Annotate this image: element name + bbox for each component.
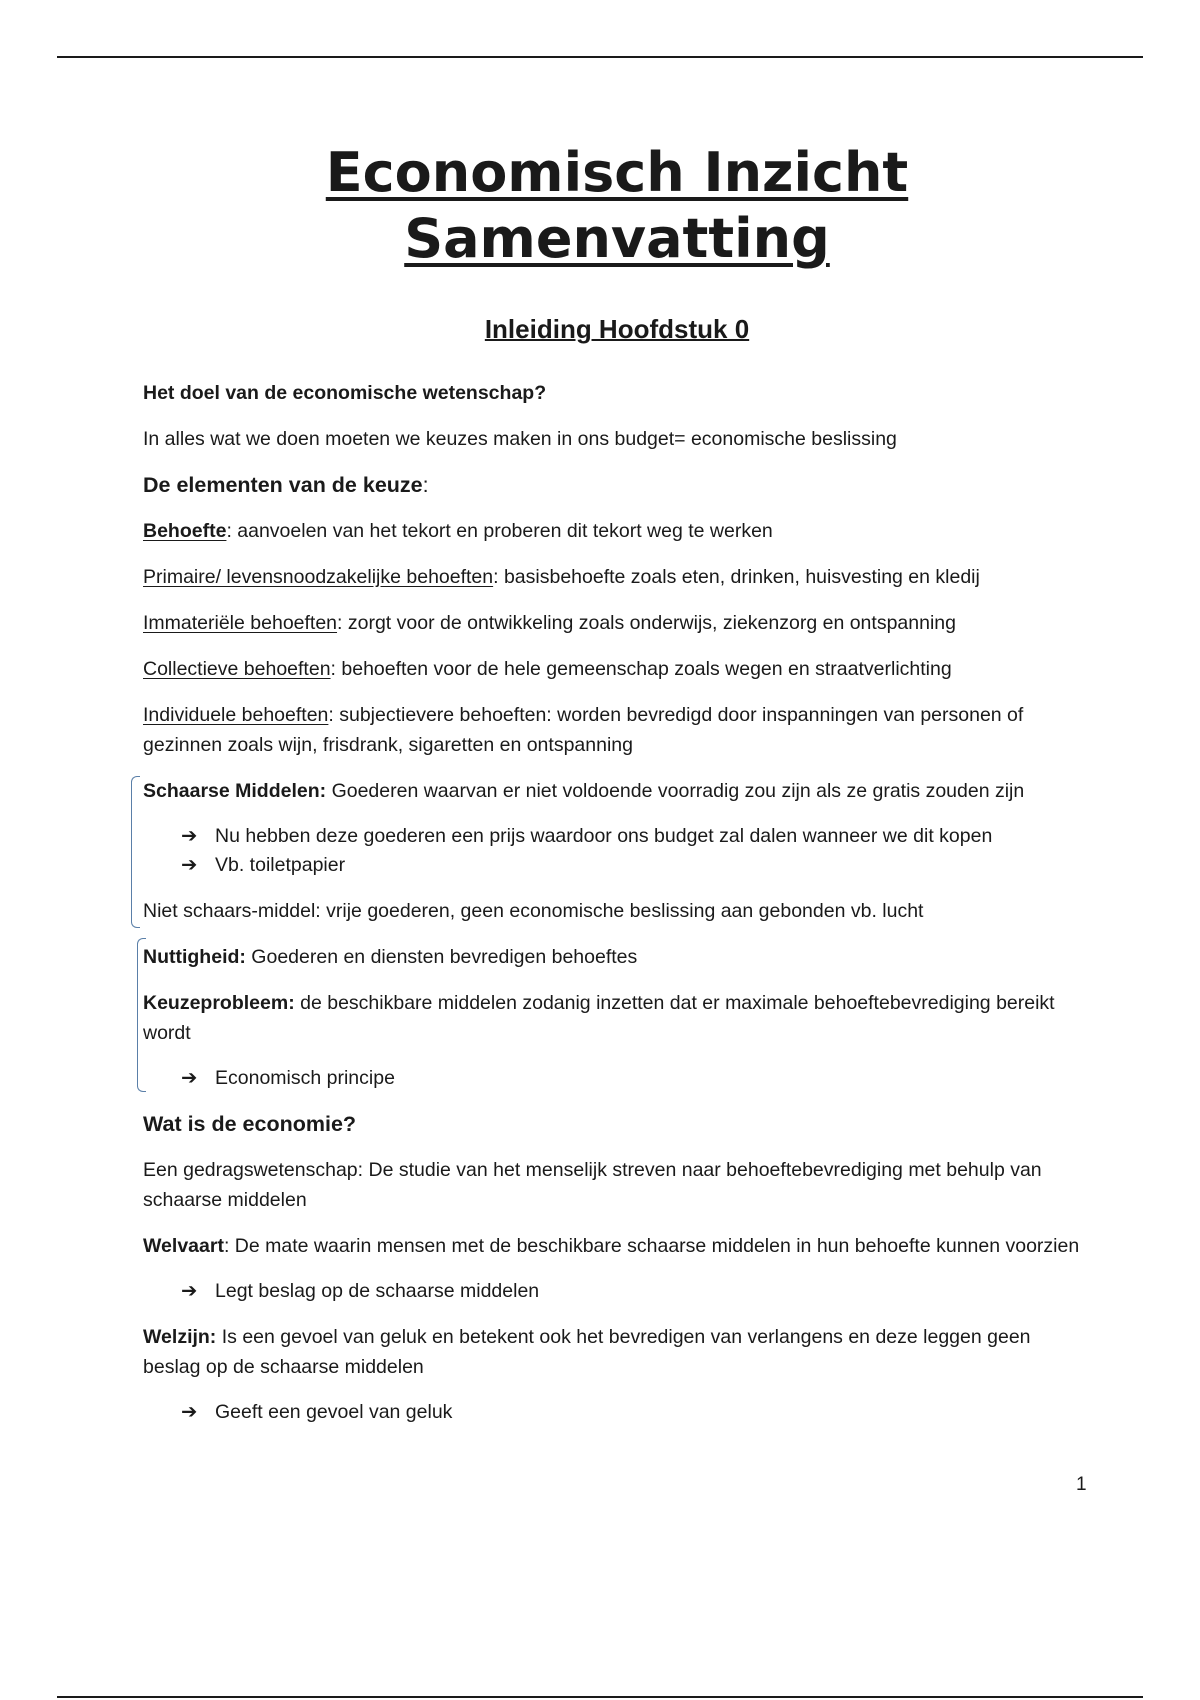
definition-keuzeprobleem [143, 988, 1093, 1048]
term-schaarse: Schaarse Middelen: [143, 780, 327, 802]
list-item [143, 1064, 1093, 1093]
term-primaire: Primaire/ levensnoodzakelijke behoeften [143, 566, 494, 588]
welzijn-bullets [143, 1398, 1093, 1427]
niet-schaars-paragraph: Niet schaars-middel: vrije goederen, geen economische beslissing aan gebonden vb. lucht [143, 900, 924, 922]
arrow-right-icon: ➔ [181, 1280, 198, 1302]
arrow-right-icon: ➔ [181, 825, 198, 847]
arrow-right-icon: ➔ [181, 1067, 198, 1089]
text-welvaart: : De mate waarin mensen met de beschikbare schaarse middelen in hun behoefte kunnen voorzien [223, 1235, 1080, 1257]
term-keuzeprobleem: Keuzeprobleem: [143, 992, 295, 1014]
bullet-text: Nu hebben deze goederen een prijs waardoor ons budget zal dalen wanneer we dit kopen [215, 825, 993, 847]
bullet-text: Legt beslag op de schaarse middelen [215, 1280, 540, 1302]
list-item [143, 1277, 1093, 1306]
term-behoefte: Behoefte [143, 520, 227, 542]
arrow-right-icon: ➔ [181, 1401, 198, 1423]
question-goal [143, 378, 1093, 408]
definition-primaire [143, 562, 1093, 592]
elements-heading-colon: : [422, 473, 429, 497]
term-immateriele: Immateriële behoeften [143, 612, 338, 634]
elements-heading-text: De elementen van de keuze [143, 473, 423, 497]
economie-heading: Wat is de economie? [143, 1112, 357, 1136]
text-keuzeprobleem: de beschikbare middelen zodanig inzetten dat er maximale behoeftebevrediging bereikt wordt [143, 992, 1055, 1044]
text-behoefte: : aanvoelen van het tekort en proberen dit tekort weg te werken [226, 520, 773, 542]
header-rule [57, 56, 1143, 58]
bracket-schaarse [131, 776, 140, 928]
term-collectieve: Collectieve behoeften [143, 658, 331, 680]
definition-welzijn [143, 1322, 1093, 1382]
definition-nuttigheid [143, 942, 1093, 972]
chapter-subtitle: Inleiding Hoofdstuk 0 [484, 314, 750, 344]
bullet-text: Economisch principe [215, 1067, 395, 1089]
welvaart-bullets [143, 1277, 1093, 1306]
document-title [0, 140, 1200, 272]
page-number: 1 [1076, 1474, 1087, 1495]
schaarse-bullets [143, 822, 1093, 880]
goal-paragraph: In alles wat we doen moeten we keuzes maken in ons budget= economische beslissing [143, 428, 897, 450]
list-item [143, 1398, 1093, 1427]
term-individuele: Individuele behoeften [143, 704, 329, 726]
term-welzijn: Welzijn: [143, 1326, 217, 1348]
text-welzijn: Is een gevoel van geluk en betekent ook het bevredigen van verlangens en deze leggen geen beslag op de schaarse middelen [143, 1326, 1031, 1378]
text-primaire: : basisbehoefte zoals eten, drinken, huisvesting en kledij [493, 566, 980, 588]
footer-rule [57, 1696, 1143, 1698]
title-line-1: Economisch Inzicht [325, 141, 909, 204]
term-welvaart: Welvaart [143, 1235, 224, 1257]
term-nuttigheid: Nuttigheid: [143, 946, 246, 968]
list-item [143, 851, 1093, 880]
document-body [143, 378, 1093, 1443]
text-collectieve: : behoeften voor de hele gemeenschap zoals wegen en straatverlichting [330, 658, 952, 680]
text-schaarse: Goederen waarvan er niet voldoende voorradig zou zijn als ze gratis zouden zijn [326, 780, 1025, 802]
list-item [143, 822, 1093, 851]
definition-behoefte [143, 516, 1093, 546]
definition-schaarse [143, 776, 1093, 806]
definition-collectieve [143, 654, 1093, 684]
definition-welvaart [143, 1231, 1093, 1261]
question-goal-text: Het doel van de economische wetenschap? [143, 382, 547, 404]
bullet-text: Geeft een gevoel van geluk [215, 1401, 453, 1423]
text-individuele: : subjectievere behoeften: worden bevredigd door inspanningen van personen of gezinnen zoals wijn, frisdrank, sigaretten en ontspanning [143, 704, 1024, 756]
definition-immateriele [143, 608, 1093, 638]
text-immateriele: : zorgt voor de ontwikkeling zoals onderwijs, ziekenzorg en ontspanning [337, 612, 956, 634]
elements-heading [143, 470, 1093, 500]
economie-paragraph: Een gedragswetenschap: De studie van het menselijk streven naar behoeftebevrediging met behulp van schaarse middelen [143, 1159, 1042, 1211]
bullet-text: Vb. toiletpapier [215, 854, 346, 876]
text-nuttigheid: Goederen en diensten bevredigen behoeftes [245, 946, 638, 968]
arrow-right-icon: ➔ [181, 854, 198, 876]
keuze-bullets [143, 1064, 1093, 1093]
title-line-2: Samenvatting [404, 207, 830, 270]
definition-individuele [143, 700, 1093, 760]
